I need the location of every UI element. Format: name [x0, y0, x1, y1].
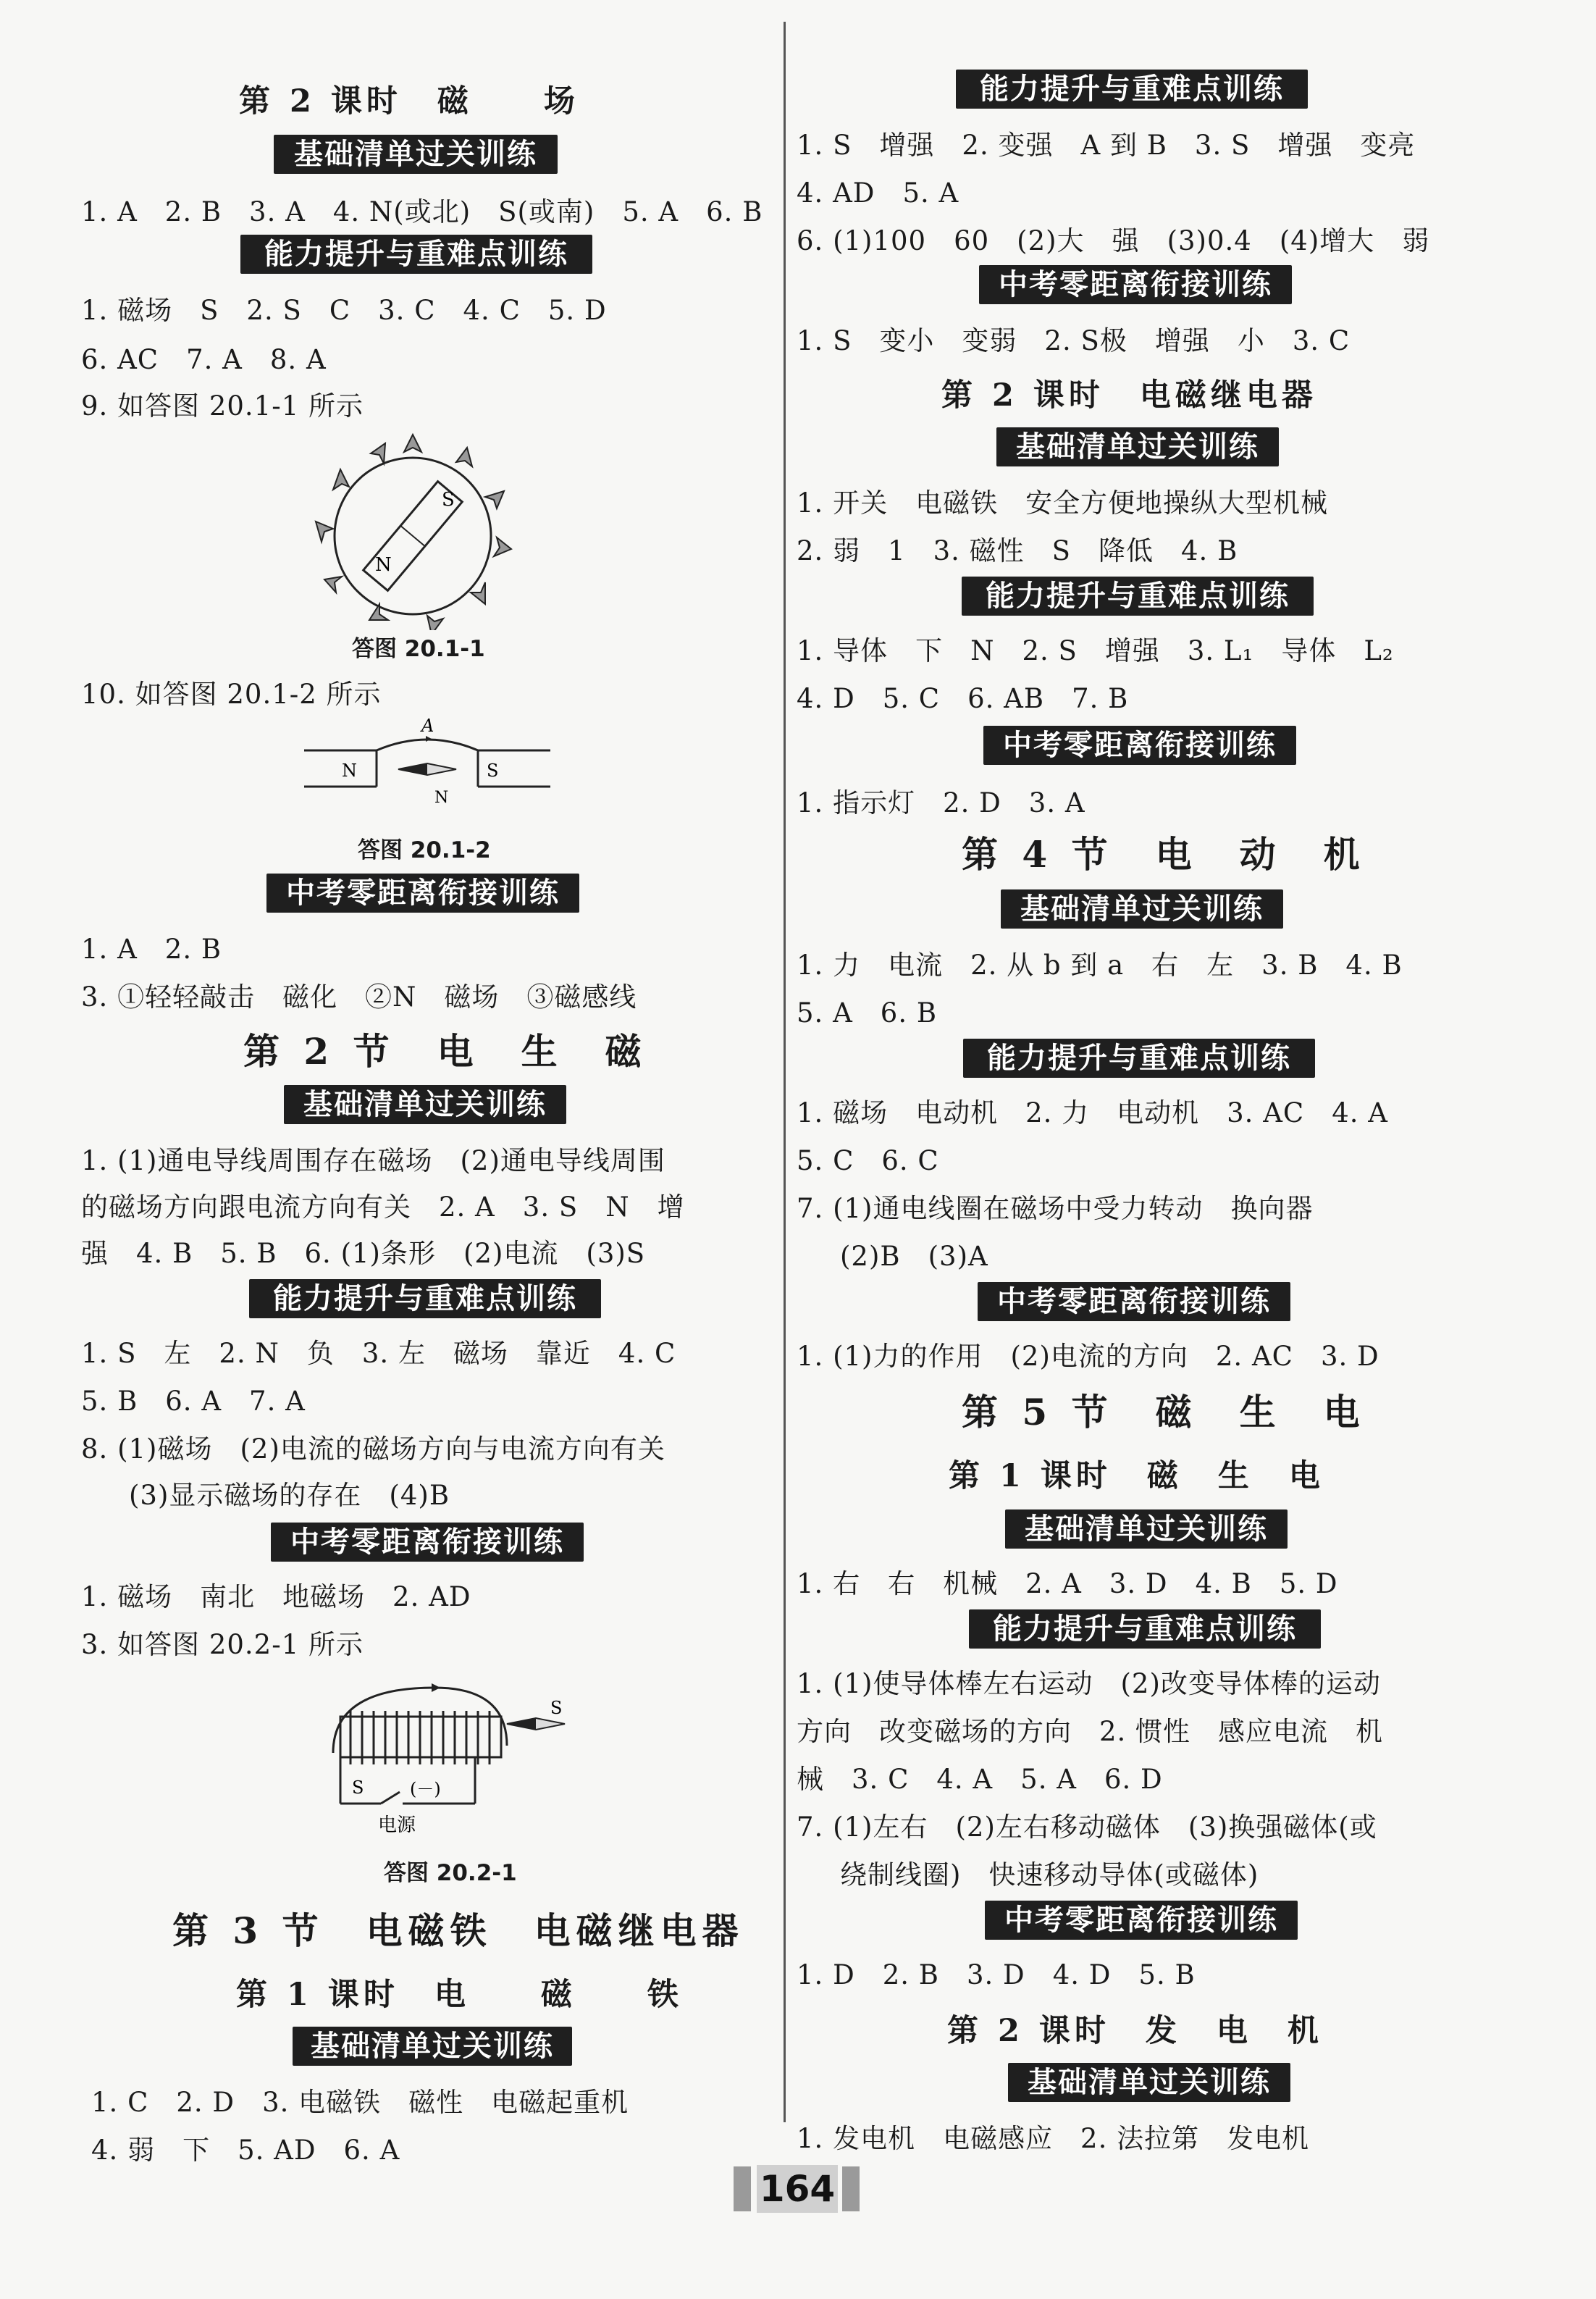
answer-line: 7. (1)左右 (2)左右移动磁体 (3)换强磁体(或: [797, 1812, 1377, 1843]
point-a-label: A: [421, 717, 434, 736]
answer-line: 1. D 2. B 3. D 4. D 5. B: [797, 1959, 1196, 1990]
section-banner: 能力提升与重难点训练: [240, 235, 592, 274]
section-banner: 基础清单过关训练: [1005, 1509, 1288, 1549]
answer-line: 10. 如答图 20.1-2 所示: [81, 679, 382, 710]
answer-line: 4. AD 5. A: [797, 177, 959, 209]
answer-line: 1. A 2. B: [81, 934, 222, 965]
page-number: [728, 2162, 865, 2217]
answer-line: 械 3. C 4. A 5. A 6. D: [797, 1764, 1163, 1795]
answer-line: 的磁场方向跟电流方向有关 2. A 3. S N 增: [81, 1192, 685, 1223]
right-magnet-s-label: S: [487, 761, 499, 781]
answer-line: 强 4. B 5. B 6. (1)条形 (2)电流 (3)S: [81, 1238, 646, 1269]
answer-line: 1. S 左 2. N 负 3. 左 磁场 靠近 4. C: [81, 1338, 676, 1369]
answer-line: (2)B (3)A: [840, 1241, 988, 1272]
section-banner: 能力提升与重难点训练: [249, 1279, 601, 1318]
answer-line: 1. 磁场 S 2. S C 3. C 4. C 5. D: [81, 295, 607, 326]
answer-line: 5. B 6. A 7. A: [81, 1386, 306, 1417]
section-banner: 基础清单过关训练: [274, 135, 558, 174]
answer-line: 6. AC 7. A 8. A: [81, 344, 327, 375]
magnet-s-label: S: [442, 489, 455, 511]
answer-line: 绕制线圈) 快速移动导体(或磁体): [840, 1859, 1259, 1890]
section-banner: 基础清单过关训练: [1008, 2063, 1290, 2102]
section-banner: 中考零距离衔接训练: [978, 1282, 1290, 1321]
answer-line: 1. 开关 电磁铁 安全方便地操纵大型机械: [797, 487, 1329, 519]
column-divider: [784, 22, 786, 2122]
answer-line: 1. 导体 下 N 2. S 增强 3. L₁ 导体 L₂: [797, 635, 1394, 666]
lesson-title: 第 2 课时 发 电 机: [947, 2013, 1323, 2049]
lesson-title: 第 2 课时 电磁继电器: [941, 377, 1317, 414]
answer-line: (3)显示磁场的存在 (4)B: [129, 1480, 450, 1511]
answer-line: 1. S 变小 变弱 2. S极 增强 小 3. C: [797, 325, 1351, 356]
page-number-text: 164: [757, 2165, 838, 2213]
answer-line: 1. 右 右 机械 2. A 3. D 4. B 5. D: [797, 1568, 1338, 1599]
answer-line: 1. 力 电流 2. 从 b 到 a 右 左 3. B 4. B: [797, 950, 1403, 981]
section-banner: 中考零距离衔接训练: [983, 726, 1296, 765]
section-banner: 中考零距离衔接训练: [266, 874, 579, 913]
magnet-n-label: N: [375, 554, 392, 576]
section-banner: 基础清单过关训练: [996, 427, 1279, 466]
answer-line: 1. 发电机 电磁感应 2. 法拉第 发电机: [797, 2123, 1310, 2154]
section-banner: 基础清单过关训练: [293, 2027, 572, 2066]
answer-line: 1. 磁场 南北 地磁场 2. AD: [81, 1581, 471, 1612]
answer-line: 6. (1)100 60 (2)大 强 (3)0.4 (4)增大 弱: [797, 225, 1430, 256]
answer-line: 1. 磁场 电动机 2. 力 电动机 3. AC 4. A: [797, 1097, 1389, 1128]
power-source-label: 电源: [378, 1814, 416, 1836]
section-banner: 中考零距离衔接训练: [985, 1901, 1298, 1940]
figure-caption: 答图 20.1-1: [352, 636, 485, 662]
answer-line: 4. 弱 下 5. AD 6. A: [91, 2135, 400, 2166]
answer-line: 5. A 6. B: [797, 997, 938, 1029]
figure-caption: 答图 20.2-1: [384, 1860, 517, 1886]
figure-caption: 答图 20.1-2: [358, 837, 491, 863]
section-title: 第 5 节 磁 生 电: [962, 1391, 1366, 1433]
section-banner: 基础清单过关训练: [1001, 889, 1283, 929]
answer-line: 4. D 5. C 6. AB 7. B: [797, 683, 1129, 714]
needle-n-label: N: [434, 789, 449, 807]
answer-line: 8. (1)磁场 (2)电流的磁场方向与电流方向有关: [81, 1433, 665, 1465]
answer-line: 2. 弱 1 3. 磁性 S 降低 4. B: [797, 535, 1238, 566]
section-title: 第 4 节 电 动 机: [962, 833, 1366, 876]
section-banner: 能力提升与重难点训练: [962, 577, 1314, 616]
answer-line: 7. (1)通电线圈在磁场中受力转动 换向器: [797, 1193, 1314, 1224]
answer-line: 1. A 2. B 3. A 4. N(或北) S(或南) 5. A 6. B: [81, 196, 763, 227]
minus-label: (－): [410, 1779, 441, 1799]
left-magnet-n-label: N: [342, 761, 357, 781]
solenoid-figure: [311, 1666, 587, 1840]
answer-line: 5. C 6. C: [797, 1145, 939, 1176]
section-banner: 基础清单过关训练: [284, 1085, 566, 1124]
needle-s-label: S: [550, 1698, 563, 1718]
answer-line: 方向 改变磁场的方向 2. 惯性 感应电流 机: [797, 1716, 1384, 1747]
lesson-title: 第 1 课时 磁 生 电: [949, 1458, 1324, 1494]
answer-line: 9. 如答图 20.1-1 所示: [81, 390, 364, 422]
answer-line: 1. C 2. D 3. 电磁铁 磁性 电磁起重机: [91, 2087, 629, 2118]
answer-line: 1. 指示灯 2. D 3. A: [797, 787, 1085, 818]
section-banner: 中考零距离衔接训练: [979, 265, 1292, 304]
section-banner: 能力提升与重难点训练: [963, 1039, 1315, 1078]
answer-line: 1. (1)使导体棒左右运动 (2)改变导体棒的运动: [797, 1668, 1381, 1699]
answer-line: 3. ①轻轻敲击 磁化 ②N 磁场 ③磁感线: [81, 981, 637, 1013]
section-banner: 能力提升与重难点训练: [956, 70, 1308, 109]
section-title: 第 2 节 电 生 磁: [243, 1030, 647, 1073]
section-title: 第 3 节 电磁铁 电磁继电器: [172, 1909, 744, 1952]
answer-line: 3. 如答图 20.2-1 所示: [81, 1629, 364, 1660]
lesson-title: 第 2 课时 磁 场: [239, 83, 579, 120]
answer-line: 1. (1)通电导线周围存在磁场 (2)通电导线周围: [81, 1145, 665, 1176]
two-magnets-figure: [304, 717, 550, 811]
switch-s-label: S: [352, 1777, 364, 1798]
section-banner: 中考零距离衔接训练: [271, 1523, 584, 1562]
lesson-title: 第 1 课时 电 磁 铁: [236, 1977, 683, 2013]
answer-line: 1. S 增强 2. 变强 A 到 B 3. S 增强 变亮: [797, 130, 1416, 161]
compass-ring-figure: [304, 427, 521, 630]
answer-line: 1. (1)力的作用 (2)电流的方向 2. AC 3. D: [797, 1341, 1379, 1372]
section-banner: 能力提升与重难点训练: [969, 1609, 1321, 1649]
